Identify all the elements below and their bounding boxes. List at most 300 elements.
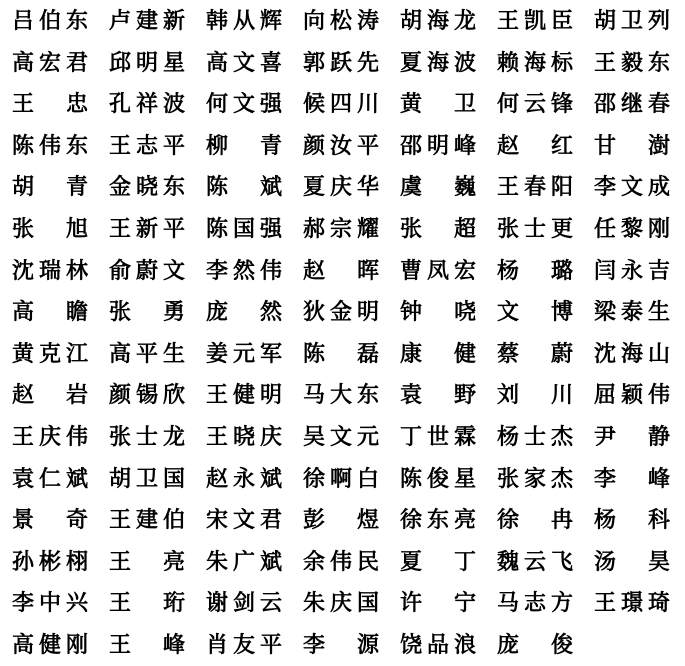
- name-glyph: 俞: [109, 257, 132, 284]
- name-glyph: 夏: [400, 548, 423, 575]
- name-glyph: 卫: [135, 465, 158, 492]
- name-glyph: 俊: [550, 632, 573, 658]
- name-glyph: 生: [162, 340, 185, 367]
- name-glyph: 赵: [206, 465, 229, 492]
- name-cell: [12, 0, 88, 42]
- name-glyph: 璟: [620, 590, 643, 617]
- name-glyph: 魏: [497, 548, 520, 575]
- name-glyph: 东: [162, 174, 185, 201]
- name-cell: [109, 374, 185, 416]
- name-glyph: 君: [259, 507, 282, 534]
- name-cell: [206, 582, 282, 624]
- name-glyph: 蔚: [550, 340, 573, 367]
- name-glyph: 春: [647, 91, 670, 118]
- name-glyph: 中: [38, 590, 61, 617]
- name-glyph: 元: [232, 340, 255, 367]
- name-glyph: 志: [523, 590, 546, 617]
- name-cell: [594, 458, 670, 500]
- name-cell: [109, 42, 185, 84]
- name-glyph: 忠: [65, 91, 88, 118]
- name-cell: [497, 0, 573, 42]
- name-glyph: 东: [65, 8, 88, 34]
- name-glyph: 张: [497, 216, 520, 242]
- name-glyph: 林: [65, 257, 88, 284]
- name-cell: [206, 624, 282, 666]
- name-cell: [12, 416, 88, 458]
- name-cell: [497, 374, 573, 416]
- name-cell: [109, 208, 185, 250]
- name-glyph: 陈: [400, 465, 423, 492]
- name-glyph: 栩: [65, 548, 88, 575]
- name-glyph: 欣: [162, 382, 185, 409]
- name-cell: [497, 125, 573, 167]
- name-glyph: 王: [206, 382, 229, 409]
- name-glyph: 晓: [232, 424, 255, 450]
- name-glyph: 王: [109, 548, 132, 575]
- name-glyph: 蔚: [135, 257, 158, 284]
- name-cell: [400, 416, 476, 458]
- name-glyph: 云: [259, 590, 282, 617]
- name-glyph: 伟: [259, 257, 282, 284]
- name-glyph: 庞: [497, 632, 520, 658]
- name-cell: [12, 166, 88, 208]
- name-cell: [12, 291, 88, 333]
- name-cell: [594, 208, 670, 250]
- name-glyph: 吴: [303, 424, 326, 450]
- name-glyph: 星: [162, 49, 185, 76]
- name-glyph: 成: [647, 174, 670, 201]
- name-cell: [400, 333, 476, 375]
- name-cell: [206, 125, 282, 167]
- name-glyph: 黄: [400, 91, 423, 118]
- name-glyph: 陈: [206, 216, 229, 242]
- name-glyph: 星: [453, 465, 476, 492]
- name-glyph: 袁: [400, 382, 423, 409]
- name-glyph: 川: [550, 382, 573, 409]
- name-cell: [400, 166, 476, 208]
- name-glyph: 庆: [259, 424, 282, 450]
- name-row: [0, 458, 685, 500]
- name-cell: [109, 416, 185, 458]
- name-glyph: 饶: [400, 632, 423, 658]
- name-glyph: 沈: [594, 340, 617, 367]
- name-glyph: 王: [109, 590, 132, 617]
- name-row: [0, 208, 685, 250]
- name-cell: [303, 499, 379, 541]
- name-glyph: 健: [38, 632, 61, 658]
- name-glyph: 赖: [497, 49, 520, 76]
- name-cell: [109, 582, 185, 624]
- name-glyph: 国: [232, 216, 255, 242]
- name-glyph: 丁: [400, 424, 423, 450]
- name-glyph: 山: [647, 340, 670, 367]
- name-glyph: 高: [12, 299, 35, 326]
- name-cell: [303, 624, 379, 666]
- name-glyph: 孔: [109, 91, 132, 118]
- name-glyph: 高: [109, 340, 132, 367]
- name-glyph: 金: [109, 174, 132, 201]
- name-glyph: 张: [12, 216, 35, 242]
- name-glyph: 源: [356, 632, 379, 658]
- name-cell: [109, 0, 185, 42]
- name-glyph: 郝: [303, 216, 326, 242]
- name-cell: [12, 374, 88, 416]
- name-cell: [206, 208, 282, 250]
- name-cell: [206, 541, 282, 583]
- name-glyph: 王: [594, 49, 617, 76]
- name-row: [0, 125, 685, 167]
- name-glyph: 邵: [594, 91, 617, 118]
- name-glyph: 向: [303, 8, 326, 34]
- name-cell: [303, 125, 379, 167]
- name-glyph: 博: [550, 299, 573, 326]
- name-glyph: 文: [232, 49, 255, 76]
- name-glyph: 生: [647, 299, 670, 326]
- name-glyph: 李: [12, 590, 35, 617]
- name-glyph: 伯: [162, 507, 185, 534]
- name-glyph: 浪: [453, 632, 476, 658]
- name-glyph: 晓: [135, 174, 158, 201]
- name-row: [0, 416, 685, 458]
- name-glyph: 瑞: [38, 257, 61, 284]
- name-glyph: 春: [523, 174, 546, 201]
- name-cell: [497, 541, 573, 583]
- name-glyph: 胡: [12, 174, 35, 201]
- name-glyph: 平: [135, 340, 158, 367]
- name-glyph: 耀: [356, 216, 379, 242]
- name-glyph: 马: [497, 590, 520, 617]
- name-glyph: 勇: [162, 299, 185, 326]
- name-glyph: 杰: [550, 424, 573, 450]
- name-glyph: 何: [497, 91, 520, 118]
- name-glyph: 斌: [65, 465, 88, 492]
- name-cell: [12, 208, 88, 250]
- name-row: [0, 291, 685, 333]
- name-glyph: 东: [647, 49, 670, 76]
- name-row: [0, 582, 685, 624]
- name-glyph: 锋: [550, 91, 573, 118]
- name-cell: [206, 416, 282, 458]
- name-glyph: 冉: [550, 507, 573, 534]
- name-glyph: 强: [259, 91, 282, 118]
- name-glyph: 陈: [303, 340, 326, 367]
- name-glyph: 蔡: [497, 340, 520, 367]
- name-glyph: 先: [356, 49, 379, 76]
- name-glyph: 辉: [259, 8, 282, 34]
- name-glyph: 红: [550, 132, 573, 159]
- name-glyph: 虞: [400, 174, 423, 201]
- name-glyph: 奇: [65, 507, 88, 534]
- name-cell: [400, 42, 476, 84]
- name-glyph: 民: [356, 548, 379, 575]
- name-cell: [109, 125, 185, 167]
- name-row: [0, 624, 685, 666]
- name-glyph: 杨: [497, 424, 520, 450]
- name-glyph: 斌: [259, 548, 282, 575]
- name-glyph: 从: [232, 8, 255, 34]
- name-cell: [497, 208, 573, 250]
- name-glyph: 君: [65, 49, 88, 76]
- name-cell: [497, 291, 573, 333]
- name-glyph: 亮: [453, 507, 476, 534]
- name-glyph: 野: [453, 382, 476, 409]
- name-cell: [303, 166, 379, 208]
- name-glyph: 海: [426, 8, 449, 34]
- name-cell: [303, 291, 379, 333]
- name-cell: [400, 0, 476, 42]
- name-glyph: 平: [356, 132, 379, 159]
- name-glyph: 跃: [329, 49, 352, 76]
- name-glyph: 闫: [594, 257, 617, 284]
- name-glyph: 郭: [303, 49, 326, 76]
- name-glyph: 广: [232, 548, 255, 575]
- name-glyph: 杰: [550, 465, 573, 492]
- name-glyph: 刘: [497, 382, 520, 409]
- name-glyph: 颖: [620, 382, 643, 409]
- name-glyph: 伟: [38, 132, 61, 159]
- name-glyph: 飞: [550, 548, 573, 575]
- name-glyph: 峰: [647, 465, 670, 492]
- name-glyph: 王: [594, 590, 617, 617]
- name-glyph: 夏: [303, 174, 326, 201]
- name-cell: [594, 83, 670, 125]
- name-glyph: 姜: [206, 340, 229, 367]
- name-cell: [303, 42, 379, 84]
- name-glyph: 李: [303, 632, 326, 658]
- name-row: [0, 374, 685, 416]
- name-glyph: 青: [259, 132, 282, 159]
- name-glyph: 克: [38, 340, 61, 367]
- name-cell: [109, 333, 185, 375]
- name-cell: [400, 125, 476, 167]
- name-glyph: 高: [12, 632, 35, 658]
- name-row: [0, 333, 685, 375]
- name-cell: [12, 42, 88, 84]
- name-glyph: 彬: [38, 548, 61, 575]
- name-glyph: 川: [356, 91, 379, 118]
- name-glyph: 列: [647, 8, 670, 34]
- name-cell: [594, 541, 670, 583]
- name-glyph: 王: [109, 216, 132, 242]
- name-glyph: 谢: [206, 590, 229, 617]
- name-glyph: 凯: [523, 8, 546, 34]
- name-glyph: 甘: [594, 132, 617, 159]
- name-cell: [400, 83, 476, 125]
- name-glyph: 平: [162, 132, 185, 159]
- name-glyph: 新: [162, 8, 185, 34]
- name-glyph: 峰: [162, 632, 185, 658]
- name-glyph: 宏: [453, 257, 476, 284]
- name-glyph: 磊: [356, 340, 379, 367]
- name-glyph: 陈: [206, 174, 229, 201]
- name-cell: [109, 458, 185, 500]
- name-cell: [206, 250, 282, 292]
- name-glyph: 朱: [303, 590, 326, 617]
- name-glyph: 江: [65, 340, 88, 367]
- name-glyph: 伟: [647, 382, 670, 409]
- name-glyph: 王: [12, 424, 35, 450]
- name-glyph: 永: [620, 257, 643, 284]
- name-glyph: 文: [497, 299, 520, 326]
- name-glyph: 哓: [453, 299, 476, 326]
- name-glyph: 东: [426, 507, 449, 534]
- name-glyph: 锡: [135, 382, 158, 409]
- name-row: [0, 166, 685, 208]
- name-row: [0, 0, 685, 42]
- name-cell: [594, 416, 670, 458]
- name-glyph: 祥: [135, 91, 158, 118]
- name-glyph: 黄: [12, 340, 35, 367]
- name-glyph: 喜: [259, 49, 282, 76]
- name-cell: [303, 541, 379, 583]
- name-cell: [206, 458, 282, 500]
- name-row: [0, 541, 685, 583]
- name-cell: [594, 374, 670, 416]
- name-glyph: 王: [109, 507, 132, 534]
- name-glyph: 新: [135, 216, 158, 242]
- name-glyph: 刚: [647, 216, 670, 242]
- name-cell: [206, 374, 282, 416]
- name-glyph: 黎: [620, 216, 643, 242]
- name-glyph: 伟: [329, 548, 352, 575]
- name-cell: [109, 541, 185, 583]
- name-glyph: 彭: [303, 507, 326, 534]
- name-glyph: 士: [523, 216, 546, 242]
- name-cell: [400, 374, 476, 416]
- name-cell: [497, 624, 573, 666]
- name-glyph: 东: [65, 132, 88, 159]
- name-glyph: 云: [523, 548, 546, 575]
- name-glyph: 世: [426, 424, 449, 450]
- name-glyph: 旭: [65, 216, 88, 242]
- name-cell: [594, 499, 670, 541]
- name-glyph: 龙: [453, 8, 476, 34]
- name-cell: [109, 624, 185, 666]
- name-glyph: 涛: [356, 8, 379, 34]
- name-glyph: 张: [497, 465, 520, 492]
- name-glyph: 张: [400, 216, 423, 242]
- name-glyph: 松: [329, 8, 352, 34]
- name-cell: [594, 42, 670, 84]
- name-cell: [12, 333, 88, 375]
- name-glyph: 颜: [109, 382, 132, 409]
- name-cell: [206, 83, 282, 125]
- name-cell: [594, 0, 670, 42]
- name-glyph: 泰: [620, 299, 643, 326]
- name-glyph: 王: [206, 424, 229, 450]
- name-glyph: 青: [65, 174, 88, 201]
- name-glyph: 韩: [206, 8, 229, 34]
- name-glyph: 阳: [550, 174, 573, 201]
- name-glyph: 胡: [400, 8, 423, 34]
- name-glyph: 徐: [400, 507, 423, 534]
- name-cell: [497, 582, 573, 624]
- name-glyph: 丁: [453, 548, 476, 575]
- name-cell: [497, 42, 573, 84]
- name-cell: [303, 83, 379, 125]
- name-glyph: 昊: [647, 548, 670, 575]
- name-glyph: 汤: [594, 548, 617, 575]
- name-glyph: 仁: [38, 465, 61, 492]
- name-glyph: 马: [303, 382, 326, 409]
- name-cell: [497, 333, 573, 375]
- name-glyph: 文: [162, 257, 185, 284]
- name-glyph: 巍: [453, 174, 476, 201]
- name-glyph: 颜: [303, 132, 326, 159]
- name-glyph: 何: [206, 91, 229, 118]
- name-cell: [109, 166, 185, 208]
- name-glyph: 尹: [594, 424, 617, 450]
- name-glyph: 士: [135, 424, 158, 450]
- name-glyph: 建: [135, 507, 158, 534]
- name-glyph: 波: [453, 49, 476, 76]
- name-cell: [594, 166, 670, 208]
- name-glyph: 家: [523, 465, 546, 492]
- name-glyph: 剑: [232, 590, 255, 617]
- name-glyph: 宁: [453, 590, 476, 617]
- name-cell: [303, 0, 379, 42]
- name-glyph: 华: [356, 174, 379, 201]
- name-glyph: 臣: [550, 8, 573, 34]
- name-glyph: 澍: [647, 132, 670, 159]
- name-glyph: 海: [620, 340, 643, 367]
- name-glyph: 更: [550, 216, 573, 242]
- name-cell: [400, 291, 476, 333]
- name-glyph: 平: [259, 632, 282, 658]
- name-glyph: 文: [232, 91, 255, 118]
- name-cell: [497, 166, 573, 208]
- name-glyph: 吉: [647, 257, 670, 284]
- name-glyph: 庞: [206, 299, 229, 326]
- name-glyph: 宗: [329, 216, 352, 242]
- name-glyph: 王: [12, 91, 35, 118]
- name-glyph: 邵: [400, 132, 423, 159]
- name-glyph: 明: [356, 299, 379, 326]
- name-row: [0, 499, 685, 541]
- name-glyph: 杨: [497, 257, 520, 284]
- name-glyph: 四: [329, 91, 352, 118]
- name-glyph: 赵: [497, 132, 520, 159]
- name-glyph: 平: [162, 216, 185, 242]
- name-glyph: 斌: [259, 174, 282, 201]
- name-glyph: 方: [550, 590, 573, 617]
- name-glyph: 珩: [162, 590, 185, 617]
- name-glyph: 永: [232, 465, 255, 492]
- name-glyph: 然: [232, 257, 255, 284]
- name-glyph: 俊: [426, 465, 449, 492]
- name-cell: [594, 582, 670, 624]
- name-glyph: 品: [426, 632, 449, 658]
- name-glyph: 陈: [12, 132, 35, 159]
- name-glyph: 高: [12, 49, 35, 76]
- name-glyph: 胡: [109, 465, 132, 492]
- name-glyph: 海: [523, 49, 546, 76]
- name-glyph: 凤: [426, 257, 449, 284]
- name-glyph: 卢: [109, 8, 132, 34]
- name-glyph: 毅: [620, 49, 643, 76]
- name-cell: [400, 541, 476, 583]
- name-glyph: 志: [135, 132, 158, 159]
- name-glyph: 斌: [259, 465, 282, 492]
- name-glyph: 然: [259, 299, 282, 326]
- name-cell: [303, 374, 379, 416]
- name-cell: [303, 250, 379, 292]
- name-cell: [12, 250, 88, 292]
- name-glyph: 宋: [206, 507, 229, 534]
- name-glyph: 王: [109, 132, 132, 159]
- name-glyph: 明: [259, 382, 282, 409]
- name-cell: [109, 83, 185, 125]
